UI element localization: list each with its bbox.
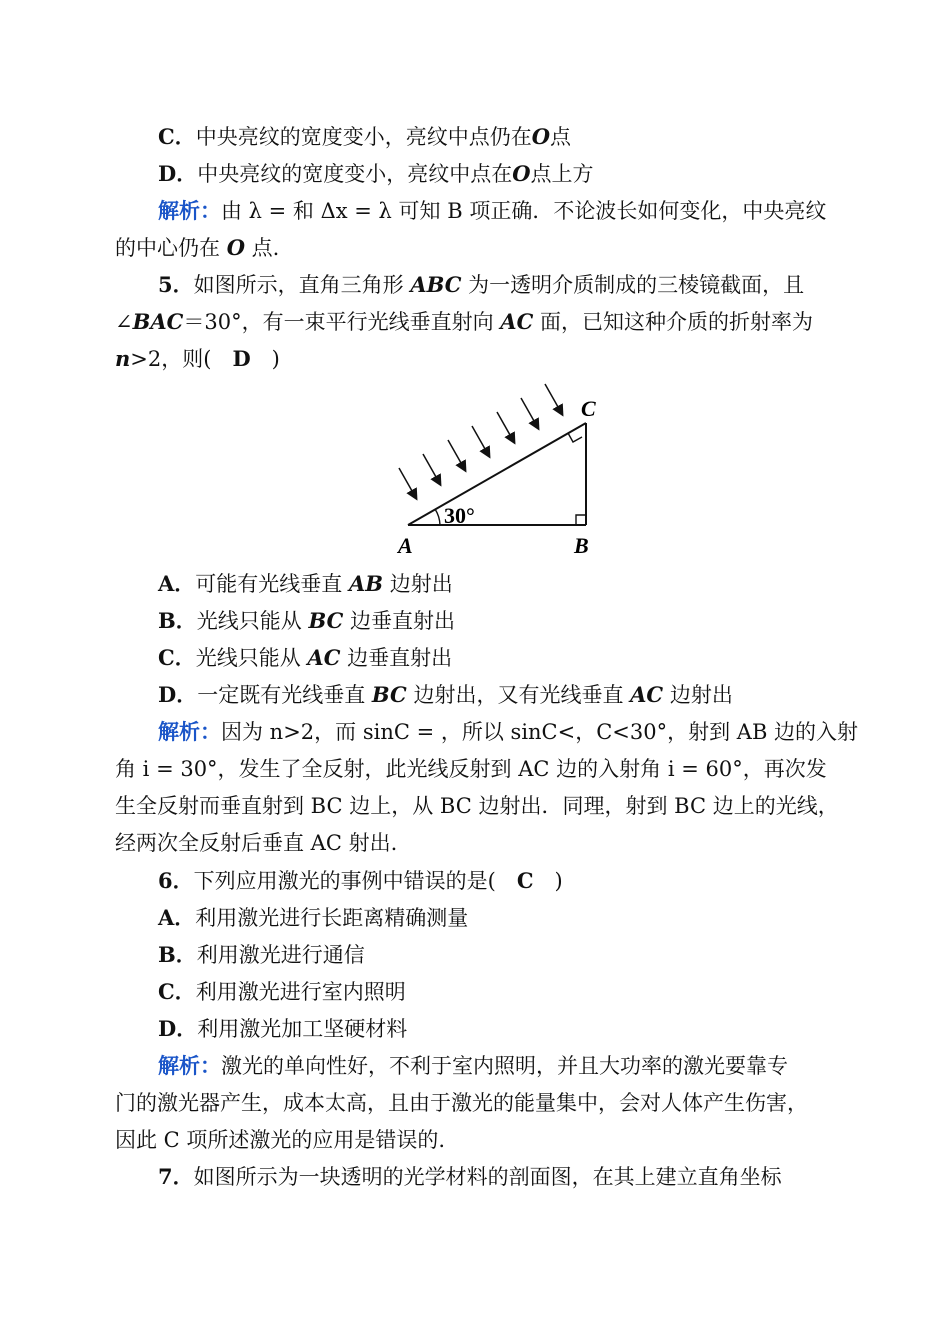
option-var: AC — [307, 645, 341, 670]
stem-text: >2，则( — [130, 347, 233, 371]
analysis-text: 的中心仍在 — [115, 236, 227, 260]
q5-option-c — [158, 645, 452, 671]
q6-option-b — [158, 942, 365, 968]
stem-text: 为一透明介质制成的三棱镜截面，且 — [461, 273, 805, 297]
q5-stem-line3 — [115, 346, 280, 372]
analysis-label: 解析： — [158, 198, 221, 223]
option-tail: 点 — [550, 125, 572, 149]
question-number: 7． — [158, 1164, 194, 1189]
q6-option-a — [158, 905, 468, 931]
q5-analysis-line1 — [158, 719, 858, 745]
option-text: 光线只能从 — [196, 609, 309, 633]
q6-stem — [158, 868, 563, 894]
analysis-text: 因为 n>2，而 sinC = ，所以 sinC<，C<30°，射到 AB 边的入射 — [221, 720, 859, 744]
light-rays — [399, 384, 562, 498]
q7-stem — [158, 1164, 782, 1190]
q5-analysis-line3: 生全反射而垂直射到 BC 边上，从 BC 边射出．同理，射到 BC 边上的光线， — [115, 794, 839, 818]
option-text: 边垂直射出 — [343, 609, 455, 633]
option-text: 边射出 — [383, 572, 453, 596]
var-bac: BAC — [132, 309, 184, 334]
var-abc: ABC — [410, 272, 462, 297]
q4-option-c — [158, 124, 571, 150]
option-text: 利用激光进行室内照明 — [195, 980, 406, 1004]
question-number: 6． — [158, 868, 194, 893]
stem-text: ∠ — [115, 310, 133, 334]
stem-text: 如图所示，直角三角形 — [193, 273, 411, 297]
q6-option-d — [158, 1016, 407, 1042]
option-letter: D． — [158, 161, 198, 186]
option-letter: D． — [158, 1016, 198, 1041]
var-ac: AC — [500, 309, 534, 334]
var-o: O — [226, 235, 245, 260]
angle-label: 30° — [444, 503, 475, 528]
q6-option-c — [158, 979, 406, 1005]
option-var: AB — [348, 571, 384, 596]
vertex-label-a: A — [398, 533, 413, 558]
analysis-text: 点. — [244, 236, 280, 260]
option-letter: C． — [158, 979, 196, 1004]
stem-text: ) — [533, 869, 563, 893]
stem-text: ) — [250, 347, 280, 371]
q5-analysis-line2: 角 i = 30°，发生了全反射，此光线反射到 AC 边的入射角 i = 60°，再次发 — [115, 757, 827, 781]
option-text: 光线只能从 — [195, 646, 308, 670]
q5-option-d — [158, 682, 733, 708]
stem-text: 如图所示为一块透明的光学材料的剖面图，在其上建立直角坐标 — [193, 1165, 782, 1189]
option-var: BC — [371, 682, 407, 707]
option-text: 可能有光线垂直 — [195, 572, 349, 596]
q5-option-b — [158, 608, 455, 634]
option-var: BC — [308, 608, 344, 633]
option-letter: D． — [158, 682, 198, 707]
analysis-text: 激光的单向性好，不利于室内照明，并且大功率的激光要靠专 — [221, 1054, 788, 1078]
option-letter: B． — [158, 608, 197, 633]
q5-analysis-line4: 经两次全反射后垂直 AC 射出. — [115, 831, 398, 855]
option-text: 利用激光加工坚硬材料 — [197, 1017, 408, 1041]
q4-analysis-line2 — [115, 235, 279, 261]
option-text: 中央亮纹的宽度变小，亮纹中点仍在 — [195, 125, 532, 149]
option-var: AC — [630, 682, 664, 707]
var-o: O — [512, 161, 531, 186]
q5-option-a — [158, 571, 453, 597]
analysis-label: 解析： — [158, 719, 221, 744]
answer: C — [516, 868, 534, 893]
stem-text: 下列应用激光的事例中错误的是( — [193, 869, 517, 893]
q4-analysis-line1 — [158, 198, 826, 224]
option-text: 边射出 — [663, 683, 733, 707]
vertex-label-c: C — [581, 396, 596, 421]
var-n: n — [115, 346, 131, 371]
option-text: 利用激光进行通信 — [196, 943, 365, 967]
option-text: 边射出，又有光线垂直 — [406, 683, 631, 707]
option-letter: A． — [158, 571, 196, 596]
answer: D — [232, 346, 251, 371]
option-letter: B． — [158, 942, 197, 967]
q6-analysis-line3: 因此 C 项所述激光的应用是错误的. — [115, 1128, 446, 1152]
q6-analysis-line2: 门的激光器产生，成本太高，且由于激光的能量集中，会对人体产生伤害， — [115, 1091, 808, 1115]
stem-text: 面，已知这种介质的折射率为 — [533, 310, 813, 334]
prism-diagram — [380, 378, 620, 560]
analysis-text: 由 λ = 和 Δx = λ 可知 B 项正确．不论波长如何变化，中央亮纹 — [221, 199, 827, 223]
q4-option-d — [158, 161, 594, 187]
q5-stem-line2 — [115, 309, 813, 335]
prism-figure — [380, 378, 620, 560]
q6-analysis-line1 — [158, 1053, 788, 1079]
option-text: 一定既有光线垂直 — [197, 683, 372, 707]
option-text: 边垂直射出 — [340, 646, 453, 670]
option-text: 利用激光进行长距离精确测量 — [195, 906, 469, 930]
option-tail: 点上方 — [530, 162, 594, 186]
var-o: O — [531, 124, 551, 149]
question-number: 5． — [158, 272, 194, 297]
option-letter: C． — [158, 645, 196, 670]
option-letter: A． — [158, 905, 196, 930]
q5-stem-line1 — [158, 272, 804, 298]
option-letter: C． — [158, 124, 196, 149]
option-text: 中央亮纹的宽度变小，亮纹中点在 — [197, 162, 513, 186]
analysis-label: 解析： — [158, 1053, 221, 1078]
vertex-label-b: B — [574, 533, 589, 558]
stem-text: ＝30°，有一束平行光线垂直射向 — [183, 310, 501, 334]
